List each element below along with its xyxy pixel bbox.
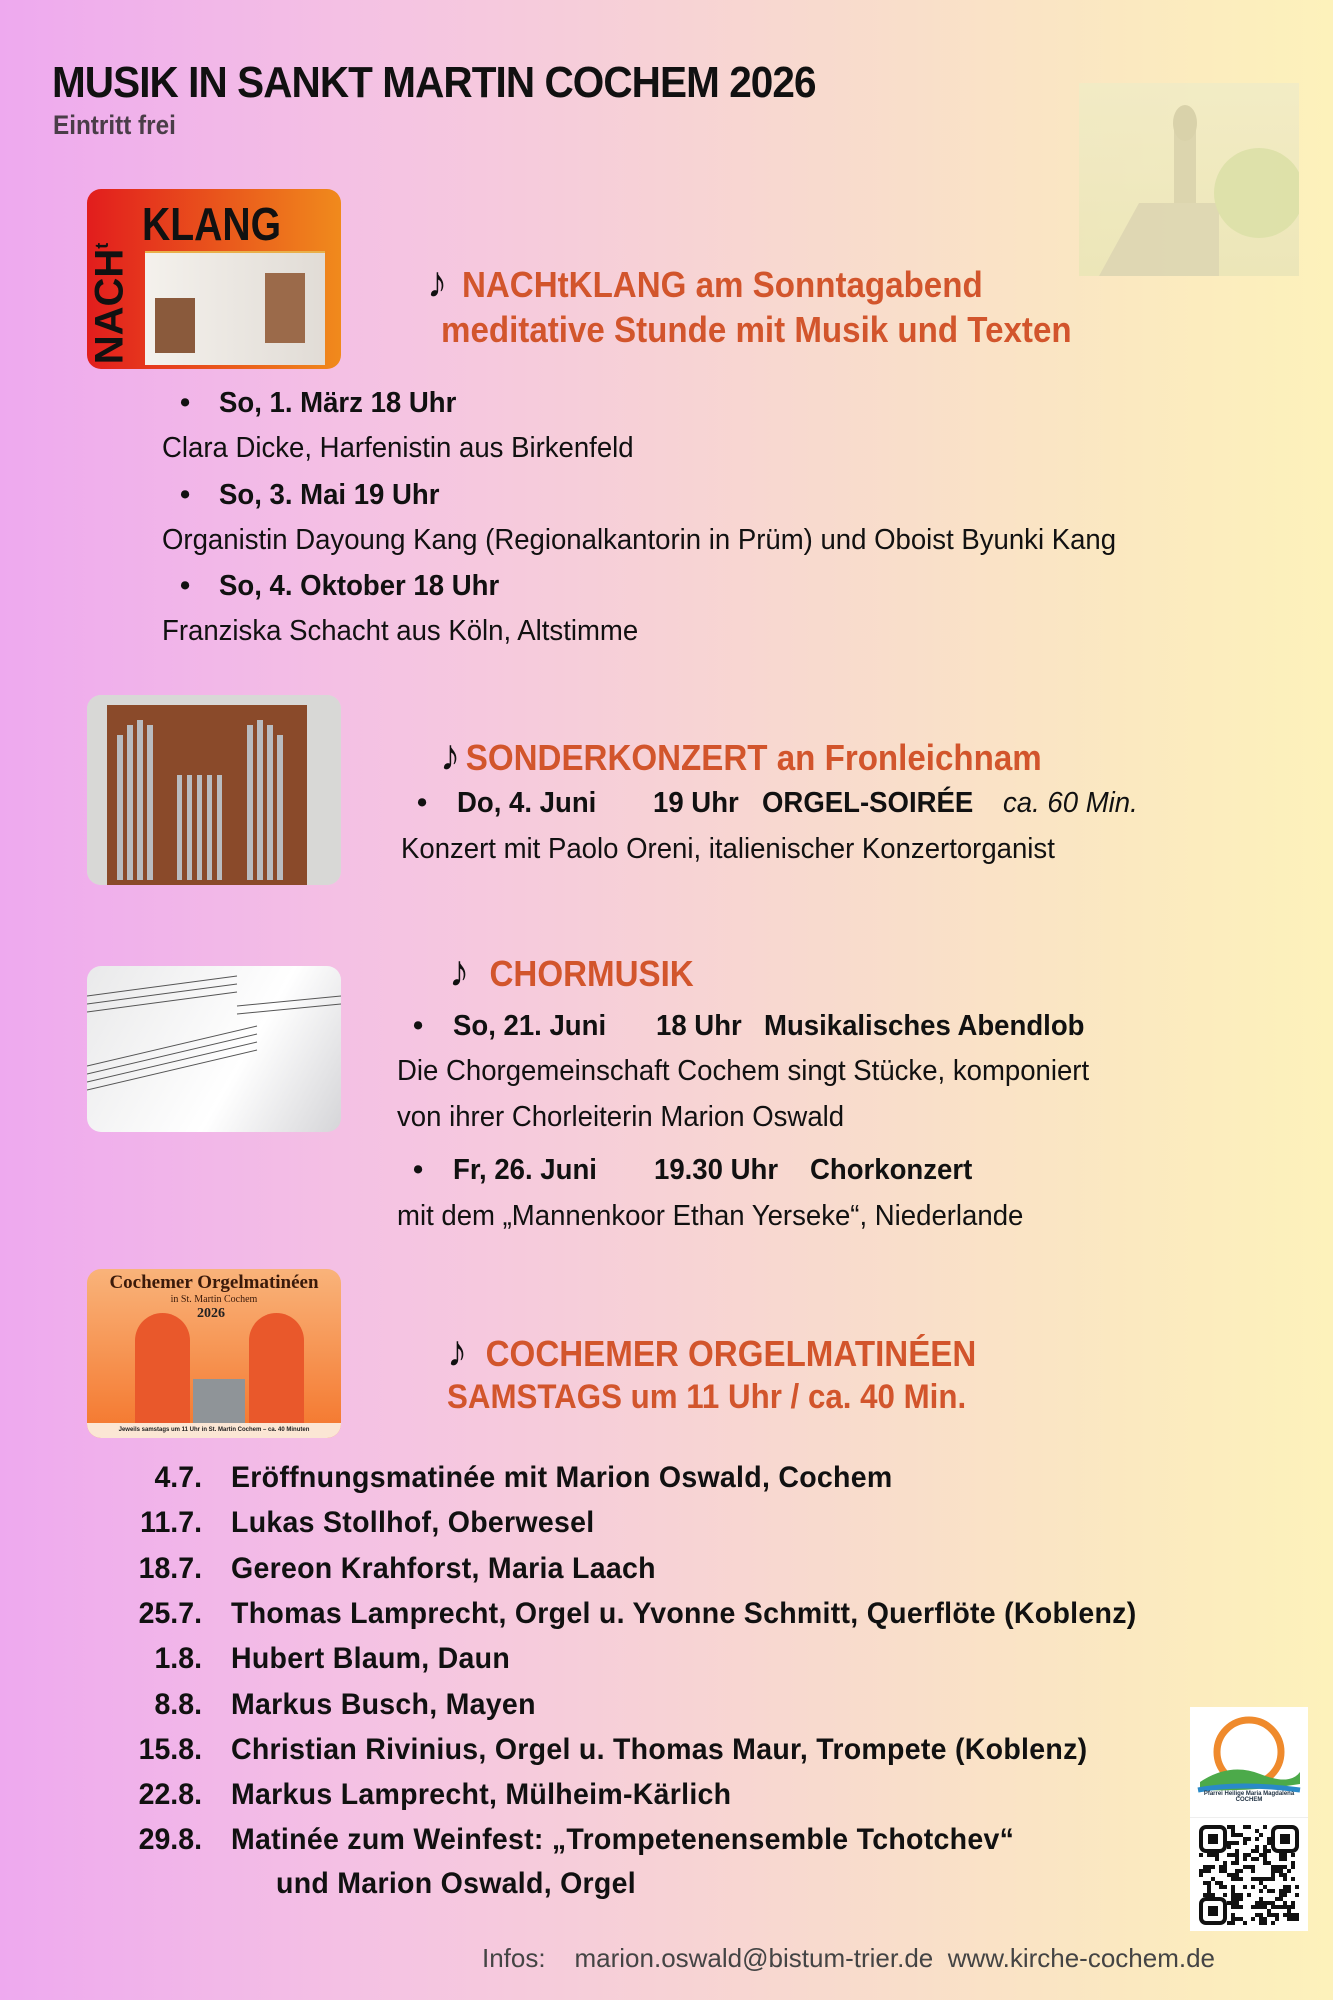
matineen-subheading: SAMSTAGS um 11 Uhr / ca. 40 Min.	[447, 1378, 967, 1416]
poster-year: 2026	[197, 1306, 225, 1321]
bullet-icon: •	[413, 1154, 424, 1186]
matinee-performer: Christian Rivinius, Orgel u. Thomas Maur, Trompete (Koblenz)	[231, 1732, 1088, 1766]
event-desc: Konzert mit Paolo Oreni, italienischer Konzertorganist	[401, 833, 1055, 865]
matinee-date: 29.8.	[138, 1823, 202, 1857]
event-date: So, 3. Mai 19 Uhr	[219, 479, 440, 511]
matineen-heading: ♪ COCHEMER ORGELMATINÉEN	[447, 1327, 977, 1376]
event-desc: Clara Dicke, Harfenistin aus Birkenfeld	[162, 432, 634, 464]
matinee-performer: Thomas Lamprecht, Orgel u. Yvonne Schmitt, Querflöte (Koblenz)	[231, 1596, 1137, 1630]
event-desc: von ihrer Chorleiterin Marion Oswald	[397, 1101, 845, 1133]
music-note-icon: ♪	[449, 947, 470, 996]
event-desc: Organistin Dayoung Kang (Regionalkantorin in Prüm) und Oboist Byunki Kang	[162, 524, 1117, 556]
matinee-date: 8.8.	[154, 1687, 202, 1721]
parish-name: Pfarrei Heilige Maria Magdalena COCHEM	[1203, 1791, 1295, 1803]
music-note-icon: ♪	[427, 258, 448, 307]
matinee-performer: Gereon Krahforst, Maria Laach	[231, 1551, 656, 1585]
matinee-performer: Markus Lamprecht, Mülheim-Kärlich	[231, 1778, 732, 1812]
matinee-performer: Hubert Blaum, Daun	[231, 1642, 511, 1676]
matinee-performer: Markus Busch, Mayen	[231, 1687, 536, 1721]
event-desc: mit dem „Mannenkoor Ethan Yerseke“, Niederlande	[397, 1200, 1024, 1232]
poster-subtitle: in St. Martin Cochem	[170, 1294, 258, 1305]
footer	[482, 1943, 1215, 1974]
sheet-music-photo	[87, 966, 341, 1132]
nachtklang-logo-text: KLANG	[142, 198, 282, 250]
poster-footer: Jeweils samstags um 11 Uhr in St. Martin Cochem – ca. 40 Minuten	[87, 1423, 341, 1438]
bullet-icon: •	[180, 570, 191, 602]
matinee-performer: Lukas Stollhof, Oberwesel	[231, 1506, 595, 1540]
event-desc: Franziska Schacht aus Köln, Altstimme	[162, 615, 639, 647]
matinee-date: 18.7.	[138, 1551, 202, 1585]
event-date: So, 21. Juni	[453, 1010, 607, 1042]
matinee-continuation: und Marion Oswald, Orgel	[276, 1867, 636, 1900]
event-date: So, 4. Oktober 18 Uhr	[219, 570, 500, 602]
page-title: MUSIK IN SANKT MARTIN COCHEM 2026	[52, 58, 816, 107]
bullet-icon: •	[413, 1010, 424, 1042]
nachtklang-logo: KLANG NACH$^t$	[87, 189, 341, 369]
parish-logo-box	[1190, 1707, 1308, 1931]
bullet-icon: •	[180, 479, 191, 511]
event-time: 19 Uhr	[653, 787, 739, 819]
entry-free-label: Eintritt frei	[53, 110, 176, 140]
matinee-date: 11.7.	[140, 1506, 202, 1540]
nachtklang-heading: ♪ NACHtKLANG am Sonntagabend	[427, 258, 983, 307]
poster-title: Cochemer Orgelmatinéen	[109, 1272, 319, 1293]
matinee-performer: Eröffnungsmatinée mit Marion Oswald, Cochem	[231, 1461, 893, 1494]
bullet-icon: •	[180, 387, 191, 419]
bullet-icon: •	[417, 787, 428, 819]
footer-website-link[interactable]: www.kirche-cochem.de	[947, 1943, 1216, 1973]
chormusik-heading: ♪ CHORMUSIK	[449, 947, 694, 996]
music-note-icon: ♪	[447, 1327, 468, 1376]
event-date: Do, 4. Juni	[457, 787, 597, 819]
event-duration: ca. 60 Min.	[1003, 787, 1138, 819]
event-desc: Die Chorgemeinschaft Cochem singt Stücke, komponiert	[397, 1055, 1090, 1087]
orgelmatineen-poster	[87, 1269, 341, 1438]
event-time: 19.30 Uhr	[654, 1154, 779, 1186]
matinee-performer: Matinée zum Weinfest: „Trompetenensemble Tchotchev“	[231, 1823, 1015, 1857]
matinee-date: 22.8.	[138, 1778, 202, 1812]
event-title: ORGEL-SOIRÉE	[762, 787, 974, 819]
nachtklang-subheading: meditative Stunde mit Musik und Texten	[441, 309, 1072, 350]
event-title: Chorkonzert	[810, 1154, 973, 1186]
church-photo	[1079, 83, 1299, 276]
matinee-date: 15.8.	[138, 1732, 202, 1766]
qr-code-icon[interactable]	[1199, 1825, 1299, 1925]
matinee-date: 25.7.	[138, 1596, 202, 1630]
organ-photo	[87, 695, 341, 885]
sonderkonzert-heading: ♪ SONDERKONZERT an Fronleichnam	[440, 731, 1042, 780]
matinee-date: 4.7.	[154, 1461, 202, 1494]
footer-label: Infos:	[482, 1943, 546, 1973]
footer-email-link[interactable]: marion.oswald@bistum-trier.de	[574, 1943, 934, 1973]
event-date: So, 1. März 18 Uhr	[219, 387, 457, 419]
event-time: 18 Uhr	[656, 1010, 742, 1042]
event-title: Musikalisches Abendlob	[764, 1010, 1085, 1042]
parish-logo	[1190, 1712, 1308, 1802]
event-date: Fr, 26. Juni	[453, 1154, 597, 1186]
matinee-date: 1.8.	[154, 1642, 202, 1676]
music-note-icon: ♪	[440, 731, 461, 780]
